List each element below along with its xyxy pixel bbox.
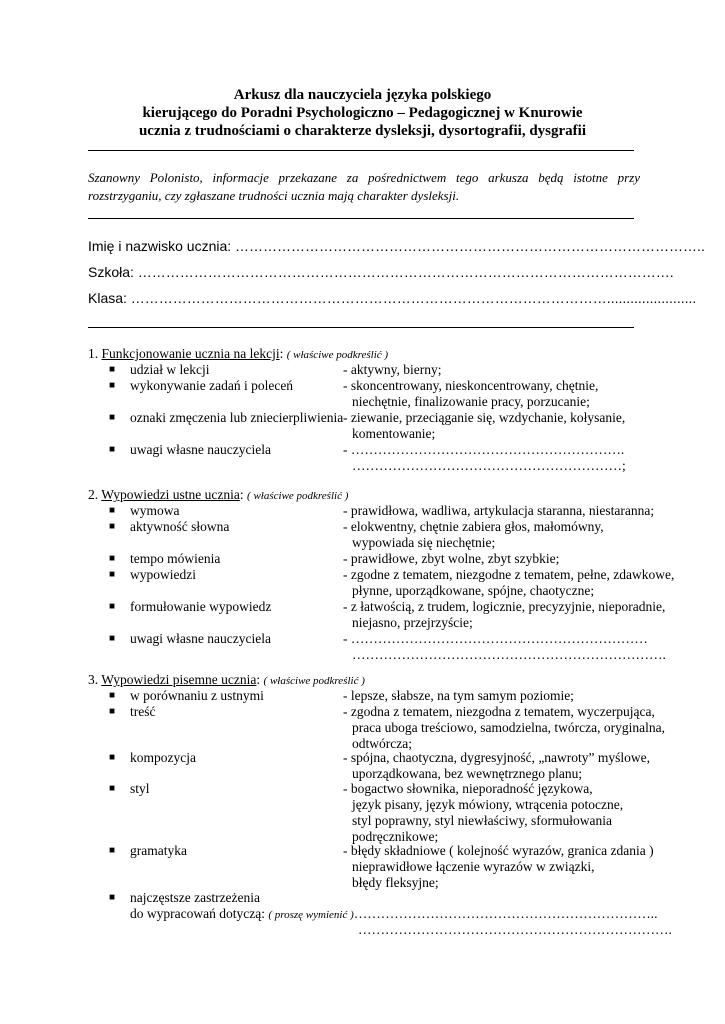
bullet-icon: ■ bbox=[109, 505, 116, 516]
bullet-icon: ■ bbox=[109, 892, 116, 903]
title-line-3: ucznia z trudnościami o charakterze dysleksji, dysortografii, dysgrafii bbox=[138, 123, 587, 139]
item-label: udział w lekcji bbox=[130, 362, 210, 377]
section-number: 3. bbox=[88, 672, 102, 687]
item-options[interactable]: - lepsze, słabsze, na tym samym poziomie; bbox=[343, 688, 574, 703]
section-title: Wypowiedzi ustne ucznia bbox=[101, 487, 240, 502]
item-options[interactable]: - z łatwością, z trudem, logicznie, precyzyjnie, nieporadnie, niejasno, przejrzyście; bbox=[343, 599, 666, 630]
section-2-heading: 2. Wypowiedzi ustne ucznia: ( właściwe podkreślić ) bbox=[88, 487, 349, 502]
item-label: formułowanie wypowiedz bbox=[130, 599, 272, 614]
section-1-heading: 1. Funkcjonowanie ucznia na lekcji: ( właściwe podkreślić ) bbox=[88, 346, 389, 361]
bullet-icon: ■ bbox=[109, 521, 116, 532]
item-options[interactable]: - spójna, chaotyczna, dygresyjność, „nawroty” myślowe, uporządkowana, bez wewnętrznego planu; bbox=[343, 750, 651, 781]
section-number: 2. bbox=[88, 487, 102, 502]
item-options[interactable]: - zgodna z tematem, niezgodna z tematem, wyczerpująca, praca uboga treściowo, samodzielna, twórcza, oryginalna, odtwórcza; bbox=[343, 704, 665, 751]
bullet-icon: ■ bbox=[109, 364, 116, 375]
bullet-icon: ■ bbox=[109, 633, 116, 644]
bullet-icon: ■ bbox=[109, 553, 116, 564]
bullet-icon: ■ bbox=[109, 845, 116, 856]
item-options[interactable]: - błędy składniowe ( kolejność wyrazów, granica zdania ) nieprawidłowe łączenie wyrazów w związki, błędy fleksyjne; bbox=[343, 843, 654, 890]
bullet-icon: ■ bbox=[109, 601, 116, 612]
item-options[interactable]: - ziewanie, przeciąganie się, wzdychanie, kołysanie, komentowanie; bbox=[343, 410, 626, 441]
divider bbox=[88, 150, 634, 151]
section-hint: ( proszę wymienić ) bbox=[268, 909, 354, 921]
item-label: wypowiedzi bbox=[130, 567, 196, 582]
item-label: kompozycja bbox=[130, 750, 196, 765]
item-options[interactable]: - elokwentny, chętnie zabiera głos, małomówny, wypowiada się niechętnie; bbox=[343, 519, 604, 550]
item-label: wykonywanie zadań i poleceń bbox=[130, 378, 294, 393]
bullet-icon: ■ bbox=[109, 569, 116, 580]
item-label: aktywność słowna bbox=[130, 519, 230, 534]
notes-field[interactable]: ……………………………………………………………. bbox=[358, 922, 672, 937]
item-label: oznaki zmęczenia lub zniecierpliwienia bbox=[130, 410, 344, 425]
item-options[interactable]: - zgodne z tematem, niezgodne z tematem, pełne, zdawkowe, płynne, uporządkowane, spójne, chaotyczne; bbox=[343, 567, 675, 598]
title-line-1: Arkusz dla nauczyciela języka polskiego bbox=[233, 87, 492, 103]
notes-field[interactable]: - ……………………………………………………. ……………………………………………………; bbox=[343, 442, 626, 473]
item-label: gramatyka bbox=[130, 843, 187, 858]
student-name-field[interactable]: Imię i nazwisko ucznia: ……………………………………………………………………………………….. bbox=[88, 238, 705, 254]
item-label: wymowa bbox=[130, 503, 180, 518]
intro-text: Szanowny Polonisto, informacje przekazane za pośrednictwem tego arkusza będą istotne przy rozstrzyganiu, czy zgłaszane trudności ucznia mają charakter dysleksji. bbox=[88, 170, 640, 203]
item-label: do wypracowań dotyczą: ( proszę wymienić )………………………………………………………….. bbox=[130, 906, 658, 921]
section-title: Funkcjonowanie ucznia na lekcji bbox=[101, 346, 280, 361]
divider bbox=[88, 327, 634, 328]
item-label: uwagi własne nauczyciela bbox=[130, 442, 271, 457]
section-hint: ( właściwe podkreślić ) bbox=[286, 349, 389, 361]
title-line-2: kierującego do Poradni Psychologiczno – Pedagogicznej w Knurowie bbox=[142, 105, 583, 121]
item-label: w porównaniu z ustnymi bbox=[130, 688, 264, 703]
item-options[interactable]: - bogactwo słownika, nieporadność językowa, język pisany, język mówiony, wtrącenia potoczne, styl poprawny, styl niewłaściwy, sformułowania podręcznikowe; bbox=[343, 781, 624, 844]
item-options[interactable]: - skoncentrowany, nieskoncentrowany, chętnie, niechętnie, finalizowanie pracy, porzucanie; bbox=[343, 378, 599, 409]
item-options[interactable]: - aktywny, bierny; bbox=[343, 362, 442, 377]
notes-field[interactable]: ………………………………………………………….. bbox=[353, 906, 658, 921]
item-options[interactable]: - prawidłowe, zbyt wolne, zbyt szybkie; bbox=[343, 551, 560, 566]
bullet-icon: ■ bbox=[109, 380, 116, 391]
bullet-icon: ■ bbox=[109, 706, 116, 717]
class-field[interactable]: Klasa: …………………………………………………………………………………………....................... bbox=[88, 290, 697, 306]
section-number: 1. bbox=[88, 346, 102, 361]
section-hint: ( właściwe podkreślić ) bbox=[263, 675, 365, 687]
item-label: najczęstsze zastrzeżenia bbox=[130, 890, 261, 905]
section-hint: ( właściwe podkreślić ) bbox=[247, 490, 349, 502]
item-label: tempo mówienia bbox=[130, 551, 221, 566]
bullet-icon: ■ bbox=[109, 412, 116, 423]
bullet-icon: ■ bbox=[109, 444, 116, 455]
item-options[interactable]: - prawidłowa, wadliwa, artykulacja staranna, niestaranna; bbox=[343, 503, 655, 518]
bullet-icon: ■ bbox=[109, 783, 116, 794]
notes-field[interactable]: - ………………………………………………………… ……………………………………………………………. bbox=[343, 631, 666, 662]
bullet-icon: ■ bbox=[109, 752, 116, 763]
item-label: uwagi własne nauczyciela bbox=[130, 631, 271, 646]
item-label: treść bbox=[130, 704, 156, 719]
section-3-heading: 3. Wypowiedzi pisemne ucznia: ( właściwe podkreślić ) bbox=[88, 672, 365, 687]
item-label: styl bbox=[130, 781, 150, 796]
section-title: Wypowiedzi pisemne ucznia bbox=[101, 672, 257, 687]
school-field[interactable]: Szkoła: ……………………………………………………………………………………………………. bbox=[88, 264, 674, 280]
bullet-icon: ■ bbox=[109, 690, 116, 701]
divider bbox=[88, 218, 634, 219]
